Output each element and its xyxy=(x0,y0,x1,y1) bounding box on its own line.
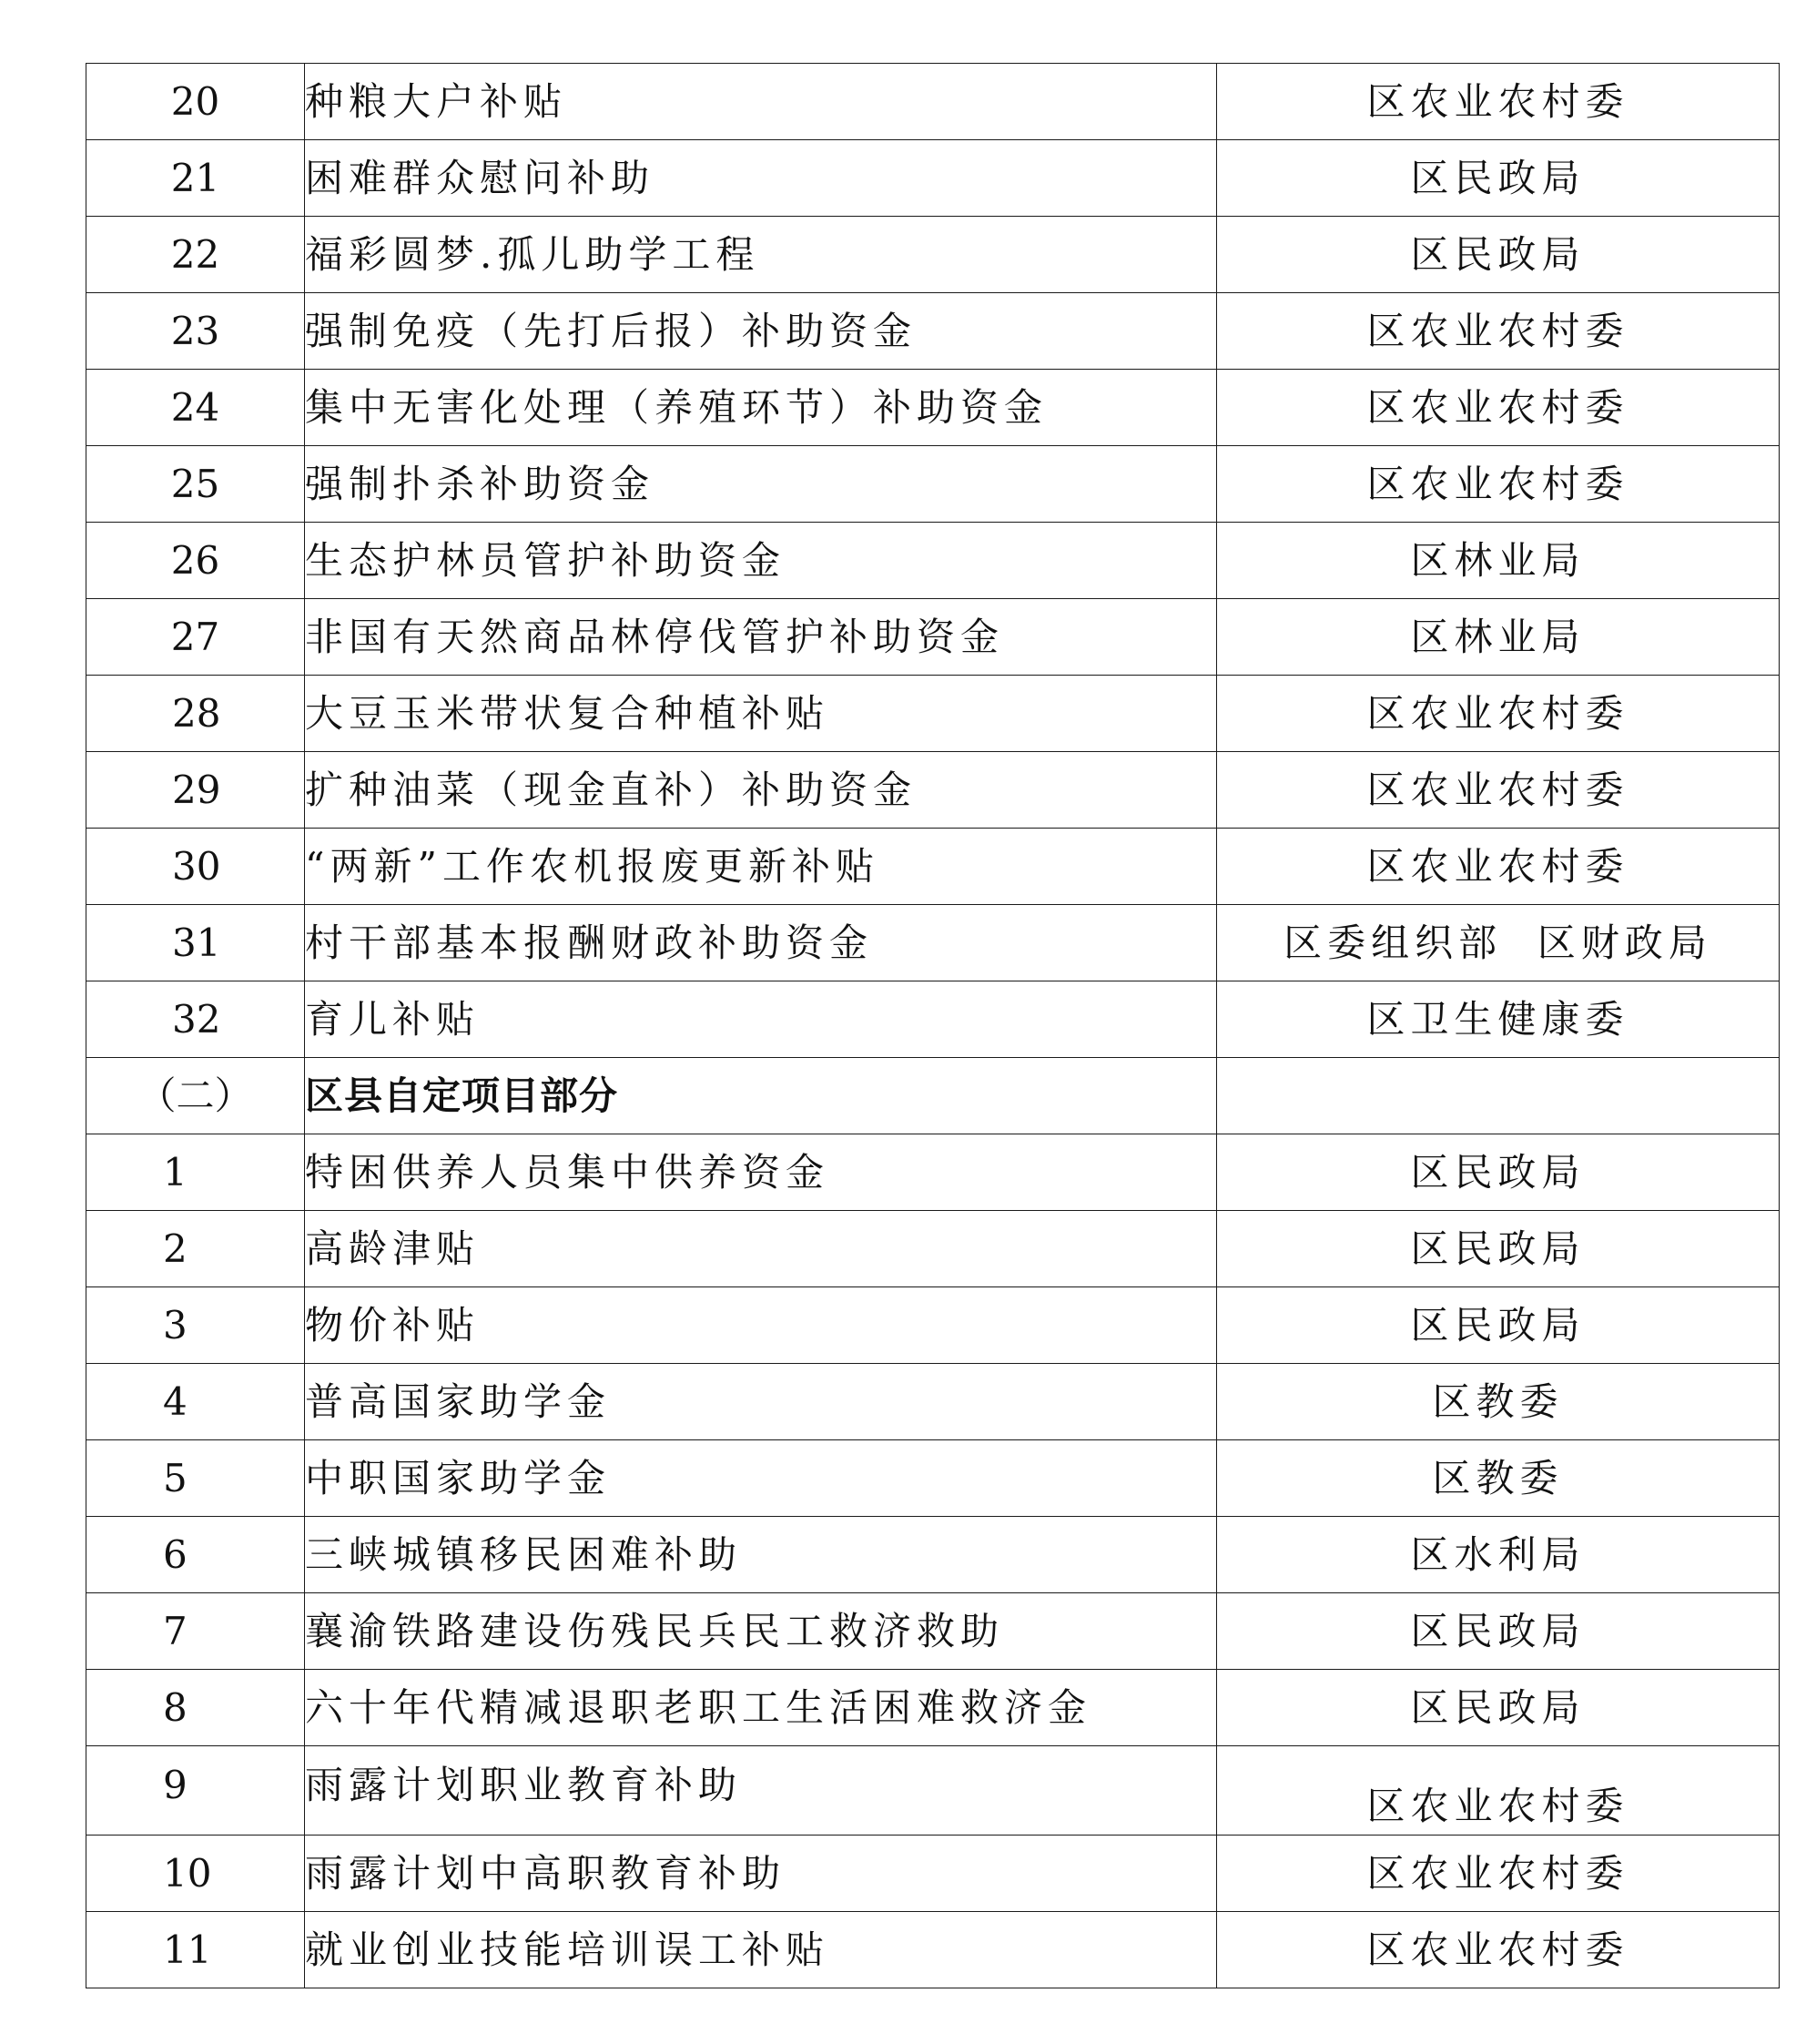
item-name: 雨露计划中高职教育补助 xyxy=(305,1836,1217,1912)
department: 区农业农村委 xyxy=(1217,1912,1780,1988)
table-row xyxy=(86,1364,1780,1440)
item-name: 就业创业技能培训误工补贴 xyxy=(305,1912,1217,1988)
item-name: 六十年代精减退职老职工生活困难救济金 xyxy=(305,1670,1217,1746)
section-header-row xyxy=(86,1058,1780,1134)
department: 区民政局 xyxy=(1217,1211,1780,1287)
department: 区教委 xyxy=(1217,1364,1780,1440)
item-name: 育儿补贴 xyxy=(305,981,1217,1058)
subsidy-items-table xyxy=(86,63,1780,1988)
item-name: 大豆玉米带状复合种植补贴 xyxy=(305,676,1217,752)
table-row xyxy=(86,1836,1780,1912)
department: 区农业农村委 xyxy=(1217,64,1780,140)
item-name: 高龄津贴 xyxy=(305,1211,1217,1287)
row-number: 20 xyxy=(86,64,305,140)
section-title: 区县自定项目部分 xyxy=(305,1058,1217,1134)
table-row xyxy=(86,1746,1780,1836)
row-number: 3 xyxy=(86,1287,305,1364)
item-name: 强制扑杀补助资金 xyxy=(305,446,1217,523)
row-number: 28 xyxy=(86,676,305,752)
table-row xyxy=(86,1287,1780,1364)
row-number: 5 xyxy=(86,1440,305,1517)
table-row xyxy=(86,1440,1780,1517)
department: 区林业局 xyxy=(1217,599,1780,676)
department: 区农业农村委 xyxy=(1217,1836,1780,1912)
department: 区农业农村委 xyxy=(1217,446,1780,523)
table-row xyxy=(86,64,1780,140)
row-number: 23 xyxy=(86,293,305,370)
department: 区民政局 xyxy=(1217,217,1780,293)
row-number: 11 xyxy=(86,1912,305,1988)
row-number: 30 xyxy=(86,829,305,905)
department: 区教委 xyxy=(1217,1440,1780,1517)
department: 区林业局 xyxy=(1217,523,1780,599)
row-number: 32 xyxy=(86,981,305,1058)
item-name: 集中无害化处理（养殖环节）补助资金 xyxy=(305,370,1217,446)
item-name: 福彩圆梦.孤儿助学工程 xyxy=(305,217,1217,293)
department: 区民政局 xyxy=(1217,1670,1780,1746)
table-row xyxy=(86,1134,1780,1211)
row-number: 9 xyxy=(86,1746,305,1836)
table-row xyxy=(86,1211,1780,1287)
item-name: “两新”工作农机报废更新补贴 xyxy=(305,829,1217,905)
row-number: 2 xyxy=(86,1211,305,1287)
department: 区民政局 xyxy=(1217,1287,1780,1364)
department: 区民政局 xyxy=(1217,1134,1780,1211)
table-row xyxy=(86,370,1780,446)
table-row xyxy=(86,1670,1780,1746)
department: 区农业农村委 xyxy=(1217,293,1780,370)
item-name: 生态护林员管护补助资金 xyxy=(305,523,1217,599)
row-number: 8 xyxy=(86,1670,305,1746)
row-number: 29 xyxy=(86,752,305,829)
section-number: （二） xyxy=(86,1058,305,1134)
row-number: 1 xyxy=(86,1134,305,1211)
item-name: 雨露计划职业教育补助 xyxy=(305,1746,1217,1836)
department: 区水利局 xyxy=(1217,1517,1780,1593)
item-name: 中职国家助学金 xyxy=(305,1440,1217,1517)
table-row xyxy=(86,1517,1780,1593)
department: 区卫生健康委 xyxy=(1217,981,1780,1058)
row-number: 4 xyxy=(86,1364,305,1440)
table-row xyxy=(86,829,1780,905)
item-name: 普高国家助学金 xyxy=(305,1364,1217,1440)
item-name: 物价补贴 xyxy=(305,1287,1217,1364)
item-name: 襄渝铁路建设伤残民兵民工救济救助 xyxy=(305,1593,1217,1670)
table-row xyxy=(86,293,1780,370)
table-row xyxy=(86,523,1780,599)
department: 区民政局 xyxy=(1217,140,1780,217)
item-name: 强制免疫（先打后报）补助资金 xyxy=(305,293,1217,370)
row-number: 21 xyxy=(86,140,305,217)
row-number: 7 xyxy=(86,1593,305,1670)
item-name: 困难群众慰问补助 xyxy=(305,140,1217,217)
table-row xyxy=(86,752,1780,829)
department: 区委组织部 区财政局 xyxy=(1217,905,1780,981)
table-row xyxy=(86,905,1780,981)
section-department xyxy=(1217,1058,1780,1134)
department: 区农业农村委 xyxy=(1217,752,1780,829)
table-row xyxy=(86,1593,1780,1670)
item-name: 非国有天然商品林停伐管护补助资金 xyxy=(305,599,1217,676)
department: 区农业农村委 xyxy=(1217,1746,1780,1836)
table-row xyxy=(86,981,1780,1058)
item-name: 特困供养人员集中供养资金 xyxy=(305,1134,1217,1211)
department: 区农业农村委 xyxy=(1217,829,1780,905)
item-name: 三峡城镇移民困难补助 xyxy=(305,1517,1217,1593)
department: 区农业农村委 xyxy=(1217,676,1780,752)
row-number: 10 xyxy=(86,1836,305,1912)
table-row xyxy=(86,140,1780,217)
item-name: 种粮大户补贴 xyxy=(305,64,1217,140)
item-name: 村干部基本报酬财政补助资金 xyxy=(305,905,1217,981)
row-number: 31 xyxy=(86,905,305,981)
row-number: 26 xyxy=(86,523,305,599)
table-row xyxy=(86,446,1780,523)
department: 区民政局 xyxy=(1217,1593,1780,1670)
row-number: 24 xyxy=(86,370,305,446)
row-number: 6 xyxy=(86,1517,305,1593)
department: 区农业农村委 xyxy=(1217,370,1780,446)
table-row xyxy=(86,676,1780,752)
row-number: 22 xyxy=(86,217,305,293)
row-number: 27 xyxy=(86,599,305,676)
table-row xyxy=(86,1912,1780,1988)
table-row xyxy=(86,217,1780,293)
item-name: 扩种油菜（现金直补）补助资金 xyxy=(305,752,1217,829)
row-number: 25 xyxy=(86,446,305,523)
table-row xyxy=(86,599,1780,676)
